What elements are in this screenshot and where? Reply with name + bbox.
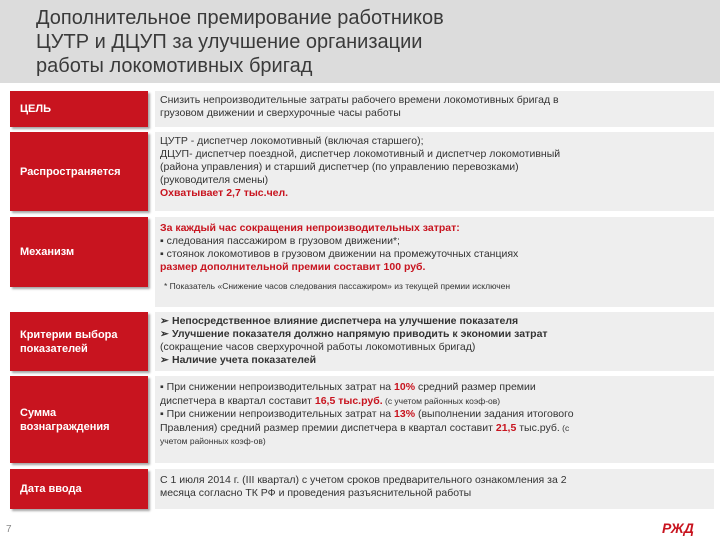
mechanism-bullet-2: ▪ стоянок локомотивов в грузовом движении на промежуточных станциях bbox=[160, 248, 519, 260]
row-criteria bbox=[10, 312, 714, 371]
label-text: Критерии выбора показателей bbox=[20, 328, 118, 355]
page-number: 7 bbox=[6, 524, 12, 535]
row-label-mechanism bbox=[10, 217, 148, 287]
reward-bullet-1-line-2: диспетчера в квартал составит 16,5 тыс.руб. (с учетом районных коэф-ов) bbox=[160, 394, 501, 407]
row-reward bbox=[10, 376, 714, 463]
row-content-goal bbox=[155, 91, 714, 127]
arrow-bullet-icon: ➢ bbox=[160, 315, 169, 327]
date-line-2: месяца согласно ТК РФ и проведения разъяснительной работы bbox=[160, 487, 472, 499]
row-label-reward bbox=[10, 376, 148, 463]
arrow-bullet-icon: ➢ bbox=[160, 354, 169, 366]
row-label-scope bbox=[10, 132, 148, 211]
title-line-1: Дополнительное премирование работников bbox=[36, 7, 444, 29]
criteria-item-3: ➢ Наличие учета показателей bbox=[160, 354, 317, 366]
page-title bbox=[36, 6, 716, 78]
criteria-item-2-note: (сокращение часов сверхурочной работы локомотивных бригад) bbox=[160, 341, 476, 353]
reward-bullet-2-note: учетом районных коэф-ов) bbox=[160, 436, 266, 446]
mechanism-bonus: размер дополнительной премии составит 100 руб. bbox=[160, 261, 426, 273]
bullet-icon: ▪ bbox=[160, 408, 167, 420]
reward-bullet-2: ▪ При снижении непроизводительных затрат на 13% (выполнении задания итогового bbox=[160, 408, 574, 420]
reward-bullet-1: ▪ При снижении непроизводительных затрат на 10% средний размер премии bbox=[160, 381, 536, 393]
arrow-bullet-icon: ➢ bbox=[160, 328, 169, 340]
criteria-item-2: ➢ Улучшение показателя должно напрямую приводить к экономии затрат bbox=[160, 328, 548, 340]
scope-line-1: ЦУТР - диспетчер локомотивный (включая старшего); bbox=[160, 135, 424, 147]
criteria-item-1: ➢ Непосредственное влияние диспетчера на улучшение показателя bbox=[160, 315, 519, 327]
bullet-icon: ▪ bbox=[160, 235, 167, 247]
row-content-mechanism bbox=[155, 217, 714, 307]
covered-count: Охватывает 2,7 тыс.чел. bbox=[160, 187, 289, 199]
label-text: Дата ввода bbox=[20, 483, 82, 495]
row-mechanism bbox=[10, 217, 714, 307]
label-text: Сумма вознаграждения bbox=[20, 406, 110, 433]
bullet-icon: ▪ bbox=[160, 381, 167, 393]
mechanism-bullet-1: ▪ следования пассажиром в грузовом движении*; bbox=[160, 235, 400, 247]
reward-bullet-2-line-2: Правления) средний размер премии диспетчера в квартал составит 21,5 тыс.руб. (с bbox=[160, 421, 570, 434]
row-label-criteria bbox=[10, 312, 148, 371]
title-banner bbox=[0, 0, 720, 83]
bullet-icon: ▪ bbox=[160, 248, 167, 260]
row-goal bbox=[10, 91, 714, 127]
goal-line-1: Снизить непроизводительные затраты рабочего времени локомотивных бригад в bbox=[160, 94, 559, 106]
row-content-criteria bbox=[155, 312, 714, 371]
label-text: Механизм bbox=[20, 246, 75, 258]
row-date bbox=[10, 469, 714, 509]
row-label-date bbox=[10, 469, 148, 509]
title-line-2: ЦУТР и ДЦУП за улучшение организации bbox=[36, 31, 423, 53]
label-text: ЦЕЛЬ bbox=[20, 103, 51, 115]
goal-line-2: грузовом движении и сверхурочные часы работы bbox=[160, 107, 401, 119]
date-line-1: С 1 июля 2014 г. (III квартал) с учетом сроков предварительного ознакомления за 2 bbox=[160, 474, 567, 486]
row-content-date bbox=[155, 469, 714, 509]
row-scope bbox=[10, 132, 714, 211]
row-content-reward bbox=[155, 376, 714, 463]
row-content-scope bbox=[155, 132, 714, 211]
mechanism-heading: За каждый час сокращения непроизводительных затрат: bbox=[160, 222, 460, 234]
mechanism-footnote: * Показатель «Снижение часов следования пассажиром» из текущей премии исключен bbox=[164, 281, 511, 291]
label-text: Распространяется bbox=[20, 165, 121, 178]
row-label-goal bbox=[10, 91, 148, 127]
rzd-logo: РЖД bbox=[662, 520, 694, 536]
scope-line-3: (района управления) и старший диспетчер (по управлению перевозками) bbox=[160, 161, 519, 173]
scope-line-4: (руководителя смены) bbox=[160, 174, 269, 186]
title-line-3: работы локомотивных бригад bbox=[36, 55, 313, 77]
scope-line-2: ДЦУП- диспетчер поездной, диспетчер локомотивный и диспетчер локомотивный bbox=[160, 148, 561, 160]
